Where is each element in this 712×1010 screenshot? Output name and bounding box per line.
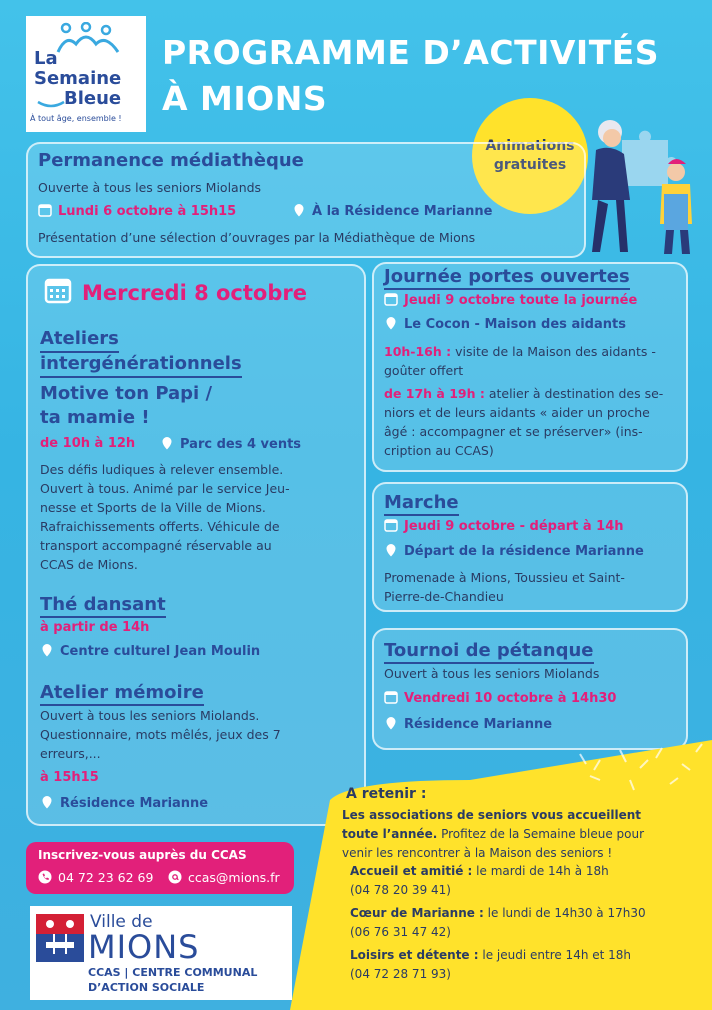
- location-pin-icon: [160, 436, 174, 450]
- inscription-email-row[interactable]: [168, 870, 280, 885]
- permanence-subtitle: Ouverte à tous les seniors Miolands: [38, 180, 262, 195]
- portes-slot-1-time: 10h-16h :: [384, 344, 452, 359]
- inscription-title: Inscrivez-vous auprès du CCAS: [38, 848, 247, 862]
- portes-place: Le Cocon - Maison des aidants: [404, 317, 626, 332]
- calendar-icon: [384, 690, 398, 704]
- marche-heading-text: Marche: [384, 492, 459, 516]
- motive-heading: [40, 382, 212, 430]
- ateliers-heading-line-2: intergénérationnels: [40, 353, 242, 378]
- the-dansant-heading: [40, 594, 166, 618]
- portes-date-row: [384, 292, 637, 308]
- motive-heading-line-1: Motive ton Papi /: [40, 383, 213, 404]
- petanque-date: Vendredi 10 octobre à 14h30: [404, 691, 617, 706]
- mions-coat-of-arms-icon: [36, 914, 84, 962]
- marche-heading: [384, 492, 459, 516]
- memoire-desc-line: erreurs,...: [40, 746, 101, 761]
- motive-desc-line: transport accompagné réservable au: [40, 538, 272, 553]
- location-pin-icon: [384, 316, 398, 330]
- association-loisirs: [350, 946, 631, 984]
- calendar-icon: [384, 518, 398, 532]
- logo-tagline: À tout âge, ensemble !: [30, 114, 122, 123]
- inscription-phone-row[interactable]: [38, 870, 153, 885]
- association-name: Accueil et amitié :: [350, 864, 473, 878]
- association-phone: (04 72 28 71 93): [350, 967, 451, 981]
- page-title: [162, 30, 659, 122]
- motive-desc-line: nesse et Sports de la Ville de Mions.: [40, 500, 266, 515]
- retenir-intro: [342, 806, 702, 863]
- ccas-mions: MIONS: [88, 928, 200, 966]
- motive-place-row: [160, 436, 301, 452]
- at-sign-icon: [168, 870, 182, 884]
- location-pin-icon: [384, 716, 398, 730]
- inscription-phone: 04 72 23 62 69: [58, 870, 154, 885]
- the-dansant-heading-text: Thé dansant: [40, 594, 166, 618]
- motive-place: Parc des 4 vents: [180, 437, 302, 452]
- logo-text-bleue: Bleue: [64, 88, 122, 109]
- portes-place-row: [384, 316, 626, 332]
- ccas-ville-de: Ville de: [90, 912, 153, 932]
- portes-date: Jeudi 9 octobre toute la journée: [404, 293, 638, 308]
- badge-line-2: gratuites: [493, 157, 567, 173]
- portes-slot-2-text-2: niors et de leurs aidants « aider un proche: [384, 405, 650, 420]
- portes-heading-text: Journée portes ouvertes: [384, 266, 630, 290]
- marche-date: Jeudi 9 octobre - départ à 14h: [404, 519, 624, 534]
- association-coeur: [350, 904, 646, 942]
- memoire-place: Résidence Marianne: [60, 796, 209, 811]
- association-hours: le jeudi entre 14h et 18h: [478, 948, 632, 962]
- retenir-intro-rest-1: Profitez de la Semaine bleue pour: [437, 827, 645, 841]
- association-phone: (06 76 31 47 42): [350, 925, 451, 939]
- swoosh-icon: [36, 100, 66, 108]
- memoire-description: [40, 706, 281, 763]
- association-accueil: [350, 862, 609, 900]
- motive-desc-line: Ouvert à tous. Animé par le service Jeu-: [40, 481, 290, 496]
- marche-desc-line: Pierre-de-Chandieu: [384, 589, 504, 604]
- location-pin-icon: [384, 543, 398, 557]
- petanque-date-row: [384, 690, 616, 706]
- marche-date-row: [384, 518, 624, 534]
- retenir-intro-rest-2: venir les rencontrer à la Maison des seniors !: [342, 846, 613, 860]
- permanence-place-row: [292, 203, 492, 219]
- location-pin-icon: [40, 643, 54, 657]
- memoire-desc-line: Questionnaire, mots mêlés, jeux des 7: [40, 727, 281, 742]
- portes-heading: [384, 266, 630, 290]
- petanque-heading-text: Tournoi de pétanque: [384, 640, 594, 664]
- association-hours: le mardi de 14h à 18h: [472, 864, 609, 878]
- portes-slot-2-text-3: âgé : accompagner et se préserver» (ins-: [384, 424, 643, 439]
- association-hours: le lundi de 14h30 à 17h30: [483, 906, 646, 920]
- portes-slot-1: [384, 342, 684, 380]
- portes-slot-2-text-4: cription au CCAS): [384, 443, 494, 458]
- the-dansant-place-row: [40, 643, 260, 659]
- grandmother-child-puzzle-illustration: [588, 110, 706, 260]
- permanence-date: Lundi 6 octobre à 15h15: [58, 204, 237, 219]
- portes-slot-1-text: visite de la Maison des aidants -: [451, 344, 656, 359]
- motive-heading-line-2: ta mamie !: [40, 407, 150, 428]
- retenir-intro-bold-1: Les associations de seniors vous accueillent: [342, 808, 642, 822]
- marche-description: [384, 568, 625, 606]
- logo-text-semaine: Semaine: [34, 68, 122, 89]
- mercredi-date-heading: Mercredi 8 octobre: [82, 281, 307, 305]
- permanence-description: Présentation d’une sélection d’ouvrages par la Médiathèque de Mions: [38, 230, 476, 245]
- the-dansant-place: Centre culturel Jean Moulin: [60, 644, 261, 659]
- ccas-line-1: CCAS | CENTRE COMMUNAL: [88, 966, 258, 979]
- retenir-intro-bold-2: toute l’année.: [342, 827, 438, 841]
- marche-desc-line: Promenade à Mions, Toussieu et Saint-: [384, 570, 625, 585]
- memoire-desc-line: Ouvert à tous les seniors Miolands.: [40, 708, 260, 723]
- petanque-subtitle: Ouvert à tous les seniors Miolands: [384, 666, 600, 681]
- petanque-place-row: [384, 716, 552, 732]
- permanence-heading: Permanence médiathèque: [38, 150, 304, 171]
- calendar-icon: [384, 292, 398, 306]
- motive-desc-line: Rafraichissements offerts. Véhicule de: [40, 519, 280, 534]
- title-line-2: À MIONS: [162, 79, 328, 118]
- portes-slot-2-time: de 17h à 19h :: [384, 386, 485, 401]
- motive-desc-line: CCAS de Mions.: [40, 557, 138, 572]
- association-name: Loisirs et détente :: [350, 948, 479, 962]
- calendar-icon: [44, 276, 72, 304]
- location-pin-icon: [40, 795, 54, 809]
- ateliers-heading-line-1: Ateliers: [40, 328, 119, 353]
- motive-description: [40, 460, 290, 574]
- people-icon: [54, 22, 124, 54]
- permanence-date-row: [38, 203, 236, 219]
- calendar-icon: [38, 203, 52, 217]
- motive-time: de 10h à 12h: [40, 436, 136, 451]
- permanence-place: À la Résidence Marianne: [312, 204, 493, 219]
- title-line-1: PROGRAMME D’ACTIVITÉS: [162, 33, 660, 72]
- ateliers-heading: [40, 328, 242, 378]
- motive-desc-line: Des défis ludiques à relever ensemble.: [40, 462, 284, 477]
- location-pin-icon: [292, 203, 306, 217]
- petanque-heading: [384, 640, 594, 664]
- memoire-place-row: [40, 795, 208, 811]
- marche-place-row: [384, 543, 644, 559]
- marche-place: Départ de la résidence Marianne: [404, 544, 644, 559]
- memoire-time: à 15h15: [40, 770, 99, 785]
- memoire-heading-text: Atelier mémoire: [40, 682, 204, 706]
- the-dansant-time: à partir de 14h: [40, 620, 150, 635]
- portes-slot-2: [384, 384, 684, 460]
- petanque-place: Résidence Marianne: [404, 717, 553, 732]
- ccas-line-2: D’ACTION SOCIALE: [88, 981, 205, 994]
- logo-text-la: La: [34, 48, 58, 69]
- memoire-heading: [40, 682, 204, 706]
- portes-slot-2-text: atelier à destination des se-: [484, 386, 664, 401]
- association-name: Cœur de Marianne :: [350, 906, 484, 920]
- phone-icon: [38, 870, 52, 884]
- portes-slot-1-text-2: goûter offert: [384, 363, 464, 378]
- badge-line-1: Animations: [485, 138, 575, 154]
- retenir-title: A retenir :: [346, 786, 427, 802]
- association-phone: (04 78 20 39 41): [350, 883, 451, 897]
- inscription-email: ccas@mions.fr: [188, 870, 280, 885]
